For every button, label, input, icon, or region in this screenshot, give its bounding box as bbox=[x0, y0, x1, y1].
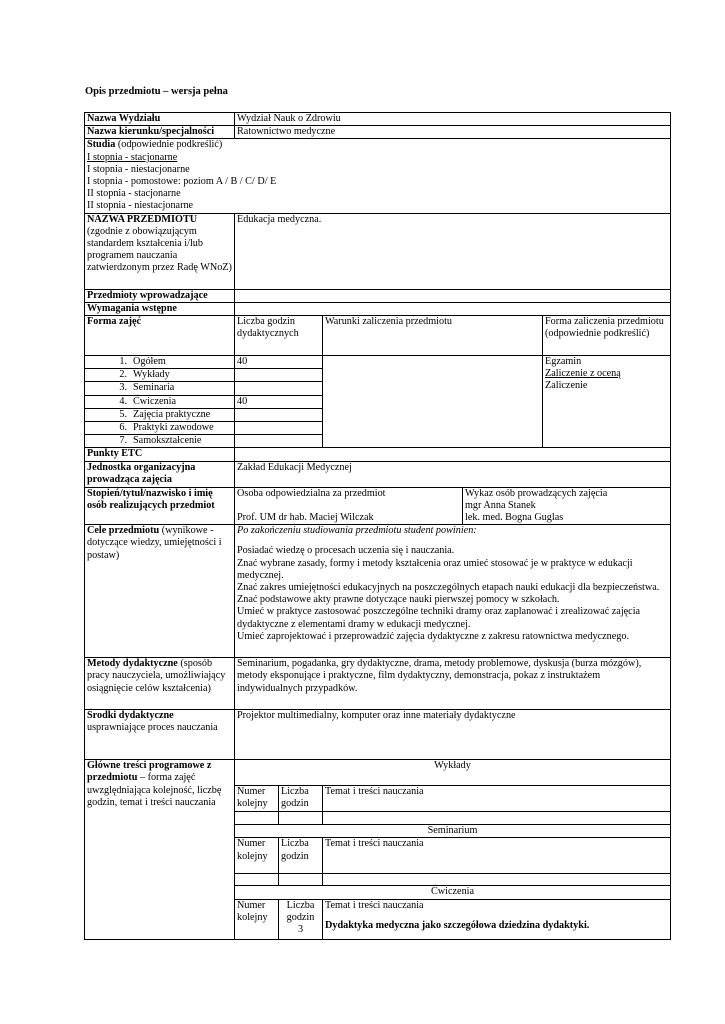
responsible-header: Osoba odpowiedzialna za przedmiot bbox=[237, 487, 386, 499]
persons-label: Stopień/tytuł/nazwisko i imię osób realizujących przedmiot bbox=[85, 487, 235, 525]
form-options bbox=[543, 356, 671, 448]
form-row: 3. Seminaria bbox=[85, 382, 235, 395]
form-option-graded: Zaliczenie z oceną bbox=[545, 368, 621, 380]
teachers-cell bbox=[463, 487, 671, 525]
faculty-value: Wydział Nauk o Zdrowiu bbox=[235, 113, 671, 126]
prerequisites-label: Wymagania wstępne bbox=[85, 302, 235, 315]
methods-label-cell bbox=[85, 658, 235, 710]
subject-value: Edukacja medyczna. bbox=[235, 213, 671, 289]
goal-item: Posiadać wiedzę o procesach uczenia się i nauczania. bbox=[237, 545, 455, 557]
intro-subjects-label: Przedmioty wprowadzające bbox=[85, 289, 235, 302]
methods-label: Metody dydaktyczne bbox=[87, 658, 178, 670]
studies-option-5: II stopnia - niestacjonarne bbox=[87, 200, 194, 212]
form-row: 2. Wykłady bbox=[85, 369, 235, 382]
section-exercises: Ćwiczenia bbox=[235, 886, 671, 899]
unit-value: Zakład Edukacji Medycznej bbox=[235, 461, 671, 487]
intro-subjects-value bbox=[235, 289, 671, 302]
content-label-cell bbox=[85, 760, 235, 939]
form-row: 5. Zajęcia praktyczne bbox=[85, 408, 235, 421]
subject-label-cell bbox=[85, 213, 235, 289]
goals-label-cell bbox=[85, 525, 235, 658]
studies-option-2: I stopnia - niestacjonarne bbox=[87, 163, 190, 175]
goal-item: Znać podstawowe akty prawne dotyczące nauki pierwszej pomocy w szkołach. bbox=[237, 594, 560, 606]
forms-label: Forma zajęć bbox=[85, 316, 235, 356]
field-label: Nazwa kierunku/specjalności bbox=[85, 126, 235, 139]
seminar-row-hours bbox=[279, 874, 323, 886]
form-row-hours bbox=[235, 382, 323, 395]
goals-value bbox=[235, 525, 671, 658]
teachers-header: Wykaz osób prowadzących zajęcia bbox=[465, 487, 608, 499]
form-row-hours bbox=[235, 408, 323, 421]
exercise-hours: 3 bbox=[297, 924, 304, 936]
responsible-person: Prof. UM dr hab. Maciej Wilczak bbox=[237, 511, 374, 523]
form-row: 1. Ogółem bbox=[85, 356, 235, 369]
hours-header: Liczba godzin dydaktycznych bbox=[235, 316, 323, 356]
conditions-value bbox=[323, 356, 543, 448]
studies-cell bbox=[85, 139, 671, 213]
form-option-exam: Egzamin bbox=[545, 356, 582, 368]
goal-item: Umieć zaprojektować i przeprowadzić zajęcia dydaktyczne z zakresu ratownictwa medycznego. bbox=[237, 630, 630, 642]
seminar-row-topic bbox=[323, 874, 671, 886]
col-number: Numer kolejny bbox=[235, 838, 279, 874]
means-note: usprawniające proces nauczania bbox=[87, 722, 218, 734]
section-seminar: Seminarium bbox=[235, 825, 671, 838]
goal-item: Znać wybrane zasady, formy i metody kształcenia oraz umieć stosować je w praktyce w edukacji medycznej. bbox=[237, 557, 633, 581]
col-number: Numer kolejny bbox=[235, 786, 279, 812]
form-row-hours bbox=[235, 422, 323, 435]
content-note: – forma zajęć uwzględniająca kolejność, liczbę godzin, temat i treści nauczania bbox=[87, 772, 222, 808]
teacher-1: mgr Anna Stanek bbox=[465, 499, 536, 511]
teacher-2: lek. med. Bogna Guglas bbox=[465, 512, 564, 524]
form-header: Forma zaliczenia przedmiotu (odpowiednie podkreślić) bbox=[543, 316, 671, 356]
col-hours: Liczba godzin bbox=[279, 786, 323, 812]
exercise-topic: Dydaktyka medyczna jako szczegółowa dziedzina dydaktyki. bbox=[325, 919, 590, 931]
exercise-hours-cell bbox=[279, 899, 323, 939]
goals-note: (wynikowe - dotyczące wiedzy, umiejętności i postaw) bbox=[87, 525, 222, 561]
studies-option-4: II stopnia - stacjonarne bbox=[87, 188, 181, 200]
methods-value: Seminarium, pogadanka, gry dydaktyczne, drama, metody problemowe, dyskusja (burza mózgów), metody eksponujące i praktyczne, film dydaktyczny, demonstracja, pokaz z instruktażem indywidualnych przypadków. bbox=[235, 658, 671, 710]
col-number: Numer kolejny bbox=[235, 899, 279, 939]
subject-description-table bbox=[84, 112, 671, 940]
section-lectures: Wykłady bbox=[235, 760, 671, 786]
ects-value bbox=[235, 448, 671, 461]
form-option-pass: Zaliczenie bbox=[545, 380, 588, 392]
form-row-hours bbox=[235, 435, 323, 448]
form-row: 6. Praktyki zawodowe bbox=[85, 422, 235, 435]
prerequisites-value bbox=[235, 302, 671, 315]
goals-label: Cele przedmiotu bbox=[87, 525, 160, 537]
form-row: 7. Samokształcenie bbox=[85, 435, 235, 448]
page-title: Opis przedmiotu – wersja pełna bbox=[85, 86, 228, 97]
goal-item: Umieć w praktyce zastosować poszczególne techniki dramy oraz zaplanować i zrealizować zajęcia dydaktyczne z elementami dramy w edukacji medycznej. bbox=[237, 606, 641, 630]
means-label: Środki dydaktyczne bbox=[87, 710, 174, 722]
content-label: Główne treści programowe z przedmiotu bbox=[87, 760, 212, 784]
form-row-hours bbox=[235, 369, 323, 382]
col-hours: Liczba godzin bbox=[279, 838, 323, 874]
subject-note: (zgodnie z obowiązującym standardem kształcenia i/lub programem nauczania zatwierdzonym przez Radę WNoZ) bbox=[87, 225, 232, 274]
subject-label: NAZWA PRZEDMIOTU bbox=[87, 213, 198, 225]
conditions-header: Warunki zaliczenia przedmiotu bbox=[323, 316, 543, 356]
means-value: Projektor multimedialny, komputer oraz inne materiały dydaktyczne bbox=[235, 710, 671, 760]
means-label-cell bbox=[85, 710, 235, 760]
lecture-row-topic bbox=[323, 812, 671, 825]
lecture-row-number bbox=[235, 812, 279, 825]
form-row-hours: 40 bbox=[235, 395, 323, 408]
studies-note: (odpowiednie podkreślić) bbox=[115, 139, 223, 151]
responsible-cell bbox=[235, 487, 463, 525]
form-row: 4. Ćwiczenia bbox=[85, 395, 235, 408]
faculty-label: Nazwa Wydziału bbox=[85, 113, 235, 126]
col-topic: Temat i treści nauczania bbox=[323, 786, 671, 812]
lecture-row-hours bbox=[279, 812, 323, 825]
field-value: Ratownictwo medyczne bbox=[235, 126, 671, 139]
studies-option-3: I stopnia - pomostowe: poziom A / B / C/ D/ E bbox=[87, 176, 277, 188]
goals-intro: Po zakończeniu studiowania przedmiotu student powinien: bbox=[237, 525, 477, 537]
unit-label: Jednostka organizacyjna prowadząca zajęcia bbox=[85, 461, 235, 487]
form-row-hours: 40 bbox=[235, 356, 323, 369]
goal-item: Znać zakres umiejętności edukacyjnych na poszczególnych etapach nauki edukacji dla bezpieczeństwa. bbox=[237, 582, 660, 594]
studies-option-1: I stopnia - stacjonarne bbox=[87, 151, 178, 163]
ects-label: Punkty ETC bbox=[85, 448, 235, 461]
col-topic: Temat i treści nauczania bbox=[325, 899, 424, 911]
seminar-row-number bbox=[235, 874, 279, 886]
methods-note: (sposób pracy nauczyciela, umożliwiający osiągnięcie celów kształcenia) bbox=[87, 658, 226, 694]
exercise-topic-cell bbox=[323, 899, 671, 939]
col-hours: Liczba godzin bbox=[286, 899, 315, 923]
studies-label: Studia bbox=[87, 139, 116, 151]
col-topic: Temat i treści nauczania bbox=[323, 838, 671, 874]
